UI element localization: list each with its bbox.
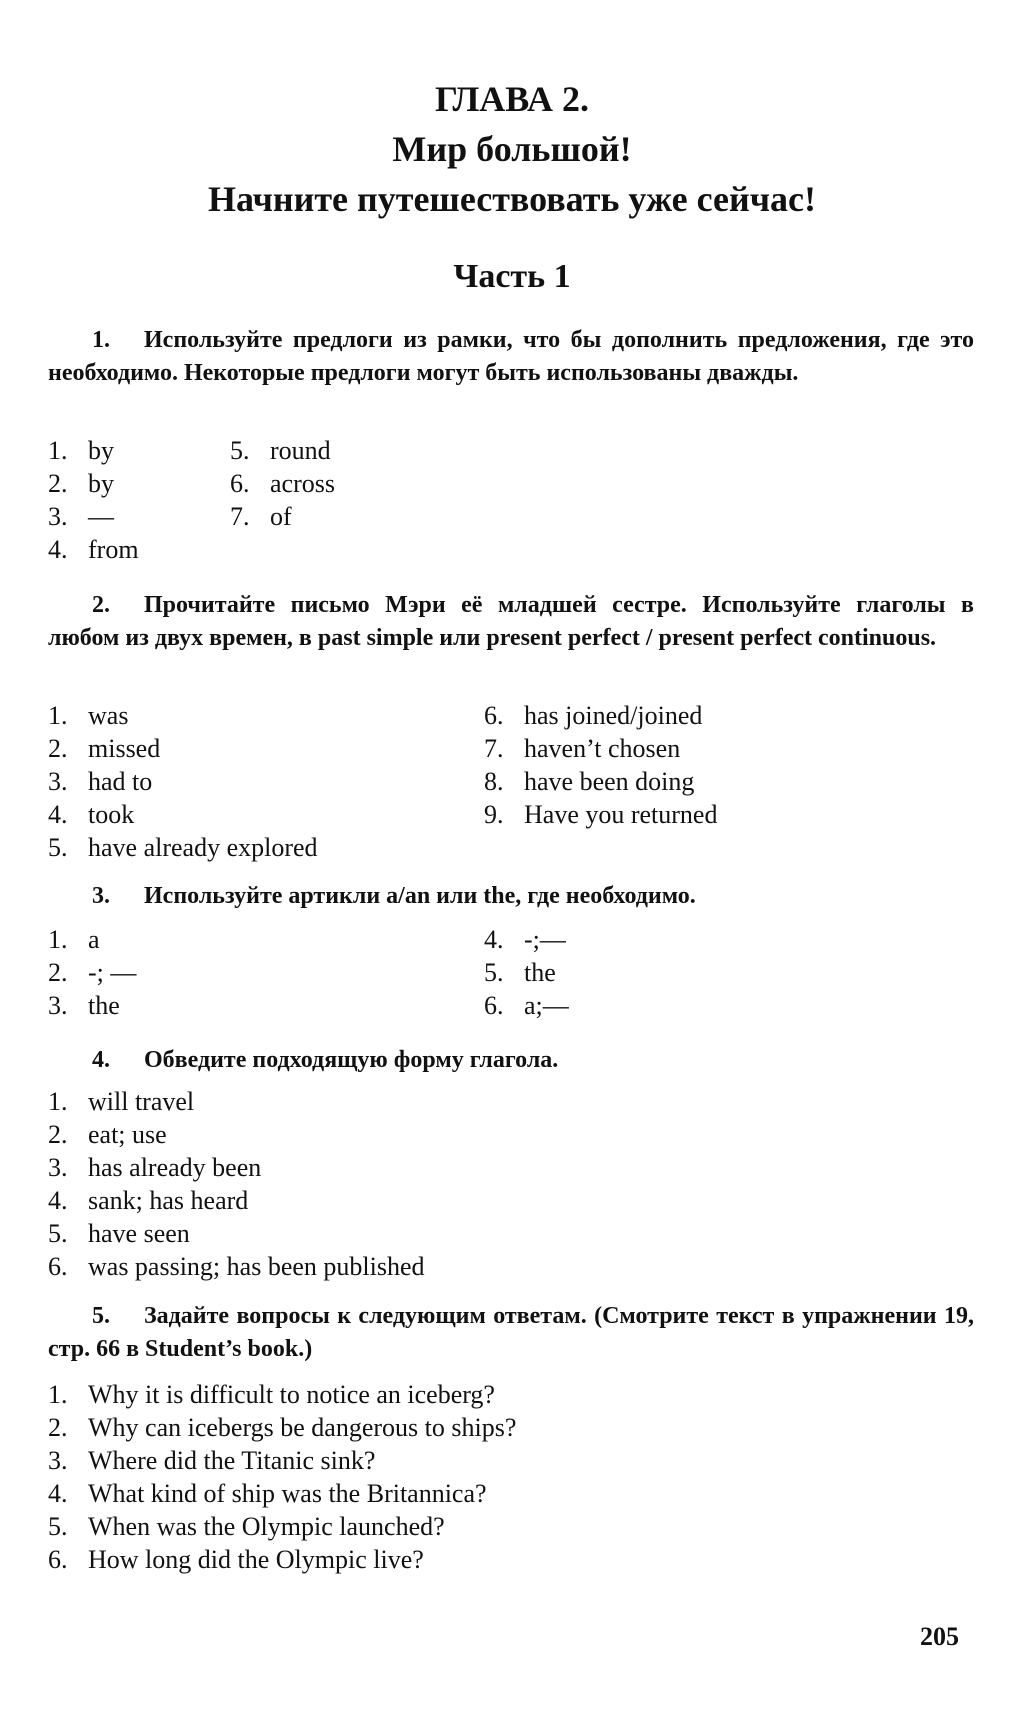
chapter-subtitle-1: Мир большой! (392, 129, 632, 169)
list-item: 6. has joined/joined (484, 701, 703, 730)
list-item: 2. Why can icebergs be dangerous to ships? (48, 1413, 517, 1442)
list-item: 7. haven’t chosen (484, 734, 681, 763)
list-item: 7. of (230, 502, 292, 531)
chapter-subtitle-2: Начните путешествовать уже сейчас! (208, 179, 816, 219)
list-item: 1. by (48, 436, 114, 465)
chapter-title: ГЛАВА 2. (434, 79, 590, 119)
page-number: 205 (920, 1622, 959, 1651)
list-item: 4. from (48, 535, 139, 564)
list-item: 4. sank; has heard (48, 1186, 249, 1215)
instruction-text: Прочитайте письмо Мэри её младшей сестре. Используйте глаголы в любом из двух времен, в past simple или present perfect / present perfect continuous. (48, 592, 974, 651)
list-item: 9. Have you returned (484, 800, 718, 829)
instruction-text: Обведите подходящую форму глагола. (144, 1047, 559, 1073)
exercise-number: 2. (92, 592, 110, 618)
list-item: 1. a (48, 925, 100, 954)
exercise-2-instruction (48, 589, 974, 655)
exercise-3-instruction (48, 880, 974, 913)
part-heading: Часть 1 (453, 258, 571, 295)
list-item: 2. missed (48, 734, 161, 763)
exercise-number: 3. (92, 883, 110, 909)
list-item: 2. -; — (48, 958, 137, 987)
exercise-1-instruction (48, 324, 974, 390)
list-item: 5. When was the Olympic launched? (48, 1512, 445, 1541)
exercise-5-instruction (48, 1300, 974, 1366)
list-item: 4. took (48, 800, 135, 829)
instruction-text: Используйте предлоги из рамки, что бы дополнить предложения, где это необходимо. Некоторые предлоги могут быть использованы дважды. (48, 327, 974, 386)
exercise-number: 5. (92, 1303, 110, 1329)
instruction-text: Задайте вопросы к следующим ответам. (Смотрите текст в упражнении 19, стр. 66 в Student’s book.) (48, 1303, 974, 1362)
list-item: 6. was passing; has been published (48, 1252, 425, 1281)
exercise-number: 4. (92, 1047, 110, 1073)
list-item: 5. the (484, 958, 556, 987)
list-item: 3. the (48, 991, 120, 1020)
list-item: 5. have seen (48, 1219, 190, 1248)
list-item: 3. had to (48, 767, 153, 796)
list-item: 1. will travel (48, 1087, 195, 1116)
list-item: 1. was (48, 701, 129, 730)
list-item: 2. by (48, 469, 114, 498)
list-item: 8. have been doing (484, 767, 695, 796)
exercise-4-instruction (48, 1044, 974, 1077)
list-item: 3. — (48, 502, 114, 531)
list-item: 6. a;— (484, 991, 569, 1020)
list-item: 3. Where did the Titanic sink? (48, 1446, 376, 1475)
exercise-number: 1. (92, 327, 110, 353)
list-item: 5. round (230, 436, 331, 465)
list-item: 4. -;— (484, 925, 566, 954)
list-item: 4. What kind of ship was the Britannica? (48, 1479, 487, 1508)
list-item: 1. Why it is difficult to notice an iceberg? (48, 1380, 495, 1409)
list-item: 6. across (230, 469, 335, 498)
list-item: 5. have already explored (48, 833, 318, 862)
list-item: 6. How long did the Olympic live? (48, 1545, 424, 1574)
instruction-text: Используйте артикли a/an или the, где необходимо. (144, 883, 696, 909)
list-item: 2. eat; use (48, 1120, 167, 1149)
list-item: 3. has already been (48, 1153, 262, 1182)
